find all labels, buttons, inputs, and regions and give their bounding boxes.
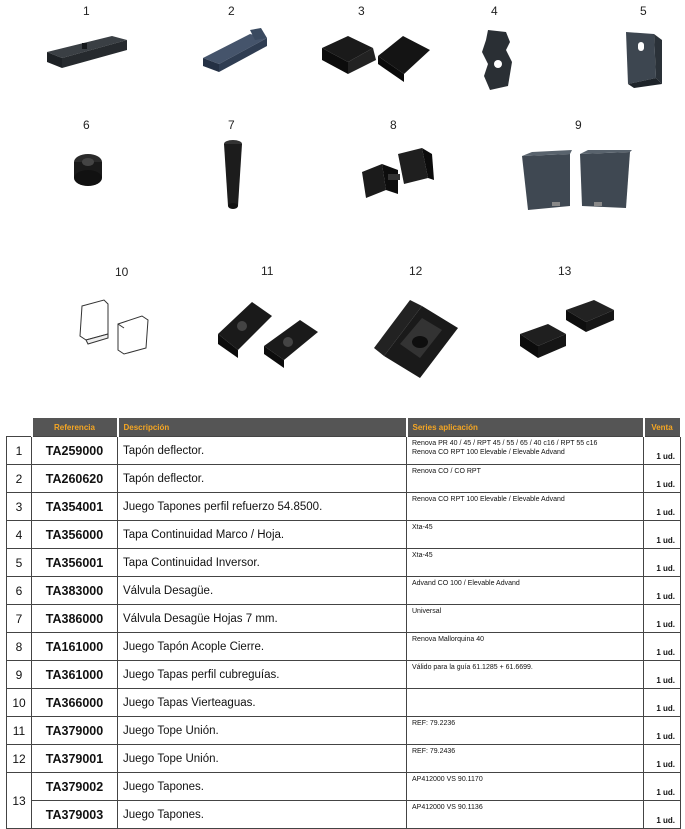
- end-caps-image: [516, 296, 620, 368]
- series-cell: [407, 801, 644, 829]
- header-reference: Referencia: [32, 418, 118, 437]
- drain-valve-7mm-image: [218, 138, 248, 214]
- row-number: 10: [7, 689, 32, 717]
- description-cell: Juego Tapones.: [118, 801, 407, 829]
- description-cell: Tapón deflector.: [118, 465, 407, 493]
- part-number: 10: [115, 265, 129, 279]
- sale-cell: 1 ud.: [644, 437, 681, 465]
- description-cell: Válvula Desagüe.: [118, 577, 407, 605]
- reference-cell: TA366000: [32, 689, 118, 717]
- description-cell: Juego Tapones perfil refuerzo 54.8500.: [118, 493, 407, 521]
- series-cell: [407, 689, 644, 717]
- sill-caps-image: [72, 294, 158, 358]
- table-row: [7, 745, 681, 773]
- description-cell: Válvula Desagüe Hojas 7 mm.: [118, 605, 407, 633]
- series-cell: [407, 605, 644, 633]
- series-line: Xta-45: [412, 524, 433, 531]
- series-line: Válido para la guía 61.1285 + 61.6699.: [412, 664, 533, 671]
- sale-cell: 1 ud.: [644, 577, 681, 605]
- series-cell: [407, 437, 644, 465]
- table-row: [7, 549, 681, 577]
- inverter-continuity-cap-image: [618, 28, 668, 90]
- series-cell: [407, 633, 644, 661]
- table-row: [7, 437, 681, 465]
- row-number: 13: [7, 773, 32, 829]
- reference-cell: TA161000: [32, 633, 118, 661]
- description-cell: Juego Tope Unión.: [118, 745, 407, 773]
- row-number: 1: [7, 437, 32, 465]
- deflector-cap-blue-image: [195, 26, 275, 72]
- series-line: Renova CO RPT 100 Elevable / Elevable Advand: [412, 496, 565, 503]
- table-row: [7, 717, 681, 745]
- part-number: 3: [358, 4, 365, 18]
- reference-cell: TA356000: [32, 521, 118, 549]
- description-cell: Tapón deflector.: [118, 437, 407, 465]
- union-stop-image: [212, 294, 322, 370]
- table-row: [7, 577, 681, 605]
- row-number: 9: [7, 661, 32, 689]
- row-number: 12: [7, 745, 32, 773]
- row-number: 8: [7, 633, 32, 661]
- header-sale: Venta: [644, 418, 681, 437]
- reference-cell: TA379003: [32, 801, 118, 829]
- sale-cell: 1 ud.: [644, 689, 681, 717]
- sale-cell: 1 ud.: [644, 493, 681, 521]
- table-row: [7, 801, 681, 829]
- series-line: AP412000 VS 90.1170: [412, 776, 483, 783]
- reference-cell: TA356001: [32, 549, 118, 577]
- description-cell: Juego Tapones.: [118, 773, 407, 801]
- drain-valve-image: [68, 148, 108, 190]
- row-number: 4: [7, 521, 32, 549]
- part-number: 8: [390, 118, 397, 132]
- series-line: REF: 79.2236: [412, 720, 456, 727]
- reference-cell: TA361000: [32, 661, 118, 689]
- row-number: 6: [7, 577, 32, 605]
- part-number: 11: [261, 264, 274, 278]
- sale-cell: 1 ud.: [644, 549, 681, 577]
- sale-cell: 1 ud.: [644, 605, 681, 633]
- part-number: 12: [409, 264, 423, 278]
- sale-cell: 1 ud.: [644, 661, 681, 689]
- reference-cell: TA386000: [32, 605, 118, 633]
- part-number: 7: [228, 118, 235, 132]
- closure-coupling-cap-image: [358, 144, 438, 206]
- union-stop-2-image: [370, 296, 464, 382]
- series-cell: [407, 717, 644, 745]
- table-row: [7, 493, 681, 521]
- frame-continuity-cap-image: [478, 28, 518, 92]
- sale-cell: 1 ud.: [644, 773, 681, 801]
- header-series: Series aplicación: [407, 418, 644, 437]
- reference-cell: TA383000: [32, 577, 118, 605]
- table-header-row: [7, 418, 681, 437]
- table-row: [7, 521, 681, 549]
- series-cell: [407, 745, 644, 773]
- sale-cell: 1 ud.: [644, 717, 681, 745]
- row-number: 5: [7, 549, 32, 577]
- series-cell: [407, 577, 644, 605]
- description-cell: Juego Tope Unión.: [118, 717, 407, 745]
- header-description: Descripción: [118, 418, 407, 437]
- sale-cell: 1 ud.: [644, 745, 681, 773]
- sale-cell: 1 ud.: [644, 521, 681, 549]
- series-cell: [407, 661, 644, 689]
- series-cell: [407, 465, 644, 493]
- part-number: 13: [558, 264, 572, 278]
- deflector-cap-image: [42, 30, 132, 72]
- series-line: Renova CO RPT 100 Elevable / Elevable Advand: [412, 449, 565, 456]
- series-line: REF: 79.2436: [412, 748, 456, 755]
- row-number: 2: [7, 465, 32, 493]
- table-row: [7, 465, 681, 493]
- description-cell: Tapa Continuidad Inversor.: [118, 549, 407, 577]
- row-number: 7: [7, 605, 32, 633]
- reference-cell: TA354001: [32, 493, 118, 521]
- row-number: 3: [7, 493, 32, 521]
- series-cell: [407, 773, 644, 801]
- series-line: Advand CO 100 / Elevable Advand: [412, 580, 520, 587]
- row-number: 11: [7, 717, 32, 745]
- sale-cell: 1 ud.: [644, 465, 681, 493]
- reference-cell: TA259000: [32, 437, 118, 465]
- description-cell: Juego Tapas perfil cubreguías.: [118, 661, 407, 689]
- part-number: 9: [575, 118, 582, 132]
- reference-cell: TA379000: [32, 717, 118, 745]
- reinforcement-caps-image: [318, 26, 438, 86]
- table-row: [7, 689, 681, 717]
- series-line: Renova PR 40 / 45 / RPT 45 / 55 / 65 / 40 c16 / RPT 55 c16: [412, 440, 598, 447]
- part-number: 4: [491, 4, 498, 18]
- series-cell: [407, 549, 644, 577]
- table-row: [7, 773, 681, 801]
- series-line: Universal: [412, 608, 442, 615]
- sale-cell: 1 ud.: [644, 801, 681, 829]
- part-number: 2: [228, 4, 235, 18]
- table-row: [7, 605, 681, 633]
- description-cell: Juego Tapón Acople Cierre.: [118, 633, 407, 661]
- reference-cell: TA379001: [32, 745, 118, 773]
- series-cell: [407, 521, 644, 549]
- table-row: [7, 633, 681, 661]
- reference-cell: TA379002: [32, 773, 118, 801]
- series-line: Renova Mallorquina 40: [412, 636, 484, 643]
- guide-cover-caps-image: [518, 150, 636, 214]
- table-row: [7, 661, 681, 689]
- description-cell: Juego Tapas Vierteaguas.: [118, 689, 407, 717]
- parts-table: [6, 418, 682, 829]
- part-number: 5: [640, 4, 647, 18]
- series-line: Xta-45: [412, 552, 433, 559]
- part-number: 1: [83, 4, 90, 18]
- description-cell: Tapa Continuidad Marco / Hoja.: [118, 521, 407, 549]
- sale-cell: 1 ud.: [644, 633, 681, 661]
- series-line: AP412000 VS 90.1136: [412, 804, 483, 811]
- reference-cell: TA260620: [32, 465, 118, 493]
- part-number: 6: [83, 118, 90, 132]
- series-line: Renova CO / CO RPT: [412, 468, 481, 475]
- series-cell: [407, 493, 644, 521]
